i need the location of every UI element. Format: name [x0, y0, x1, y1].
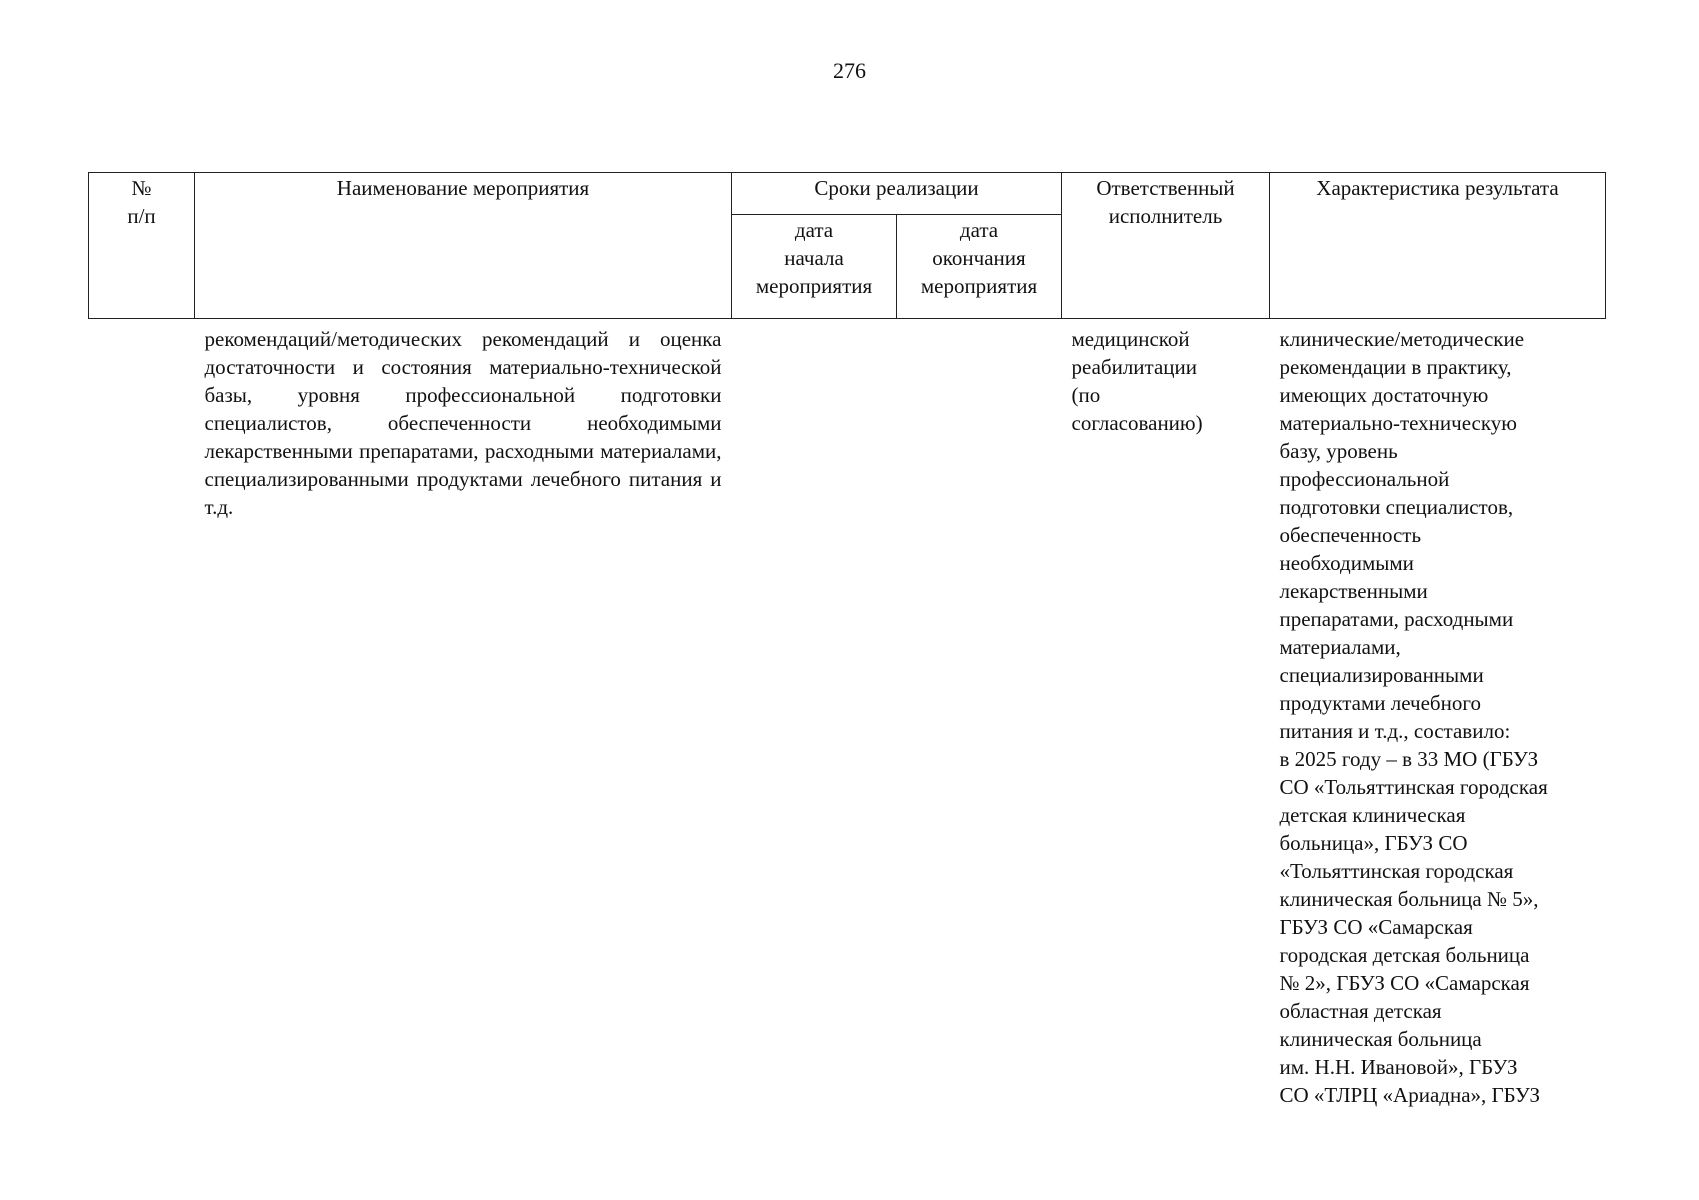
header-start-date: дата начала мероприятия	[732, 215, 897, 319]
header-event-name: Наименование мероприятия	[195, 173, 732, 319]
header-timeframe: Сроки реализации	[732, 173, 1062, 215]
cell-result: клинические/методические рекомендации в практику, имеющих достаточную материально-техническую базу, уровень профессиональной подготовки специалистов, обеспеченность необходимыми лекарственными препаратами, расходными материалами, специализированными продуктами лечебного питания и т.д., составило: в 2025 году – в 33 МО (ГБУЗ СО «Тольяттинская городская детская клиническая больница», ГБУЗ СО «Тольяттинская городская клиническая больница № 5», ГБУЗ СО «Самарская городская детская больница № 2», ГБУЗ СО «Самарская областная детская клиническая больница им. Н.Н. Ивановой», ГБУЗ СО «ТЛРЦ «Ариадна», ГБУЗ	[1279, 327, 1548, 1107]
header-result: Характеристика результата	[1270, 173, 1606, 319]
header-num: № п/п	[89, 173, 195, 319]
cell-event-name: рекомендаций/методических рекомендаций и оценка достаточности и состояния материально-технической базы, уровня профессиональной подготовки специалистов, обеспеченности необходимыми лекарственными препаратами, расходными материалами, специализированными продуктами лечебного питания и т.д.	[204, 327, 722, 519]
cell-executor: медицинской реабилитации (по согласованию)	[1071, 327, 1203, 435]
cell-end-date	[897, 319, 1062, 1116]
page-number: 276	[833, 58, 866, 83]
events-table	[88, 172, 1606, 1115]
header-end-date: дата окончания мероприятия	[897, 215, 1062, 319]
cell-num	[89, 319, 195, 1116]
header-executor: Ответственный исполнитель	[1062, 173, 1270, 319]
cell-start-date	[732, 319, 897, 1116]
table-row	[89, 319, 1606, 1116]
table-header	[89, 173, 1606, 319]
